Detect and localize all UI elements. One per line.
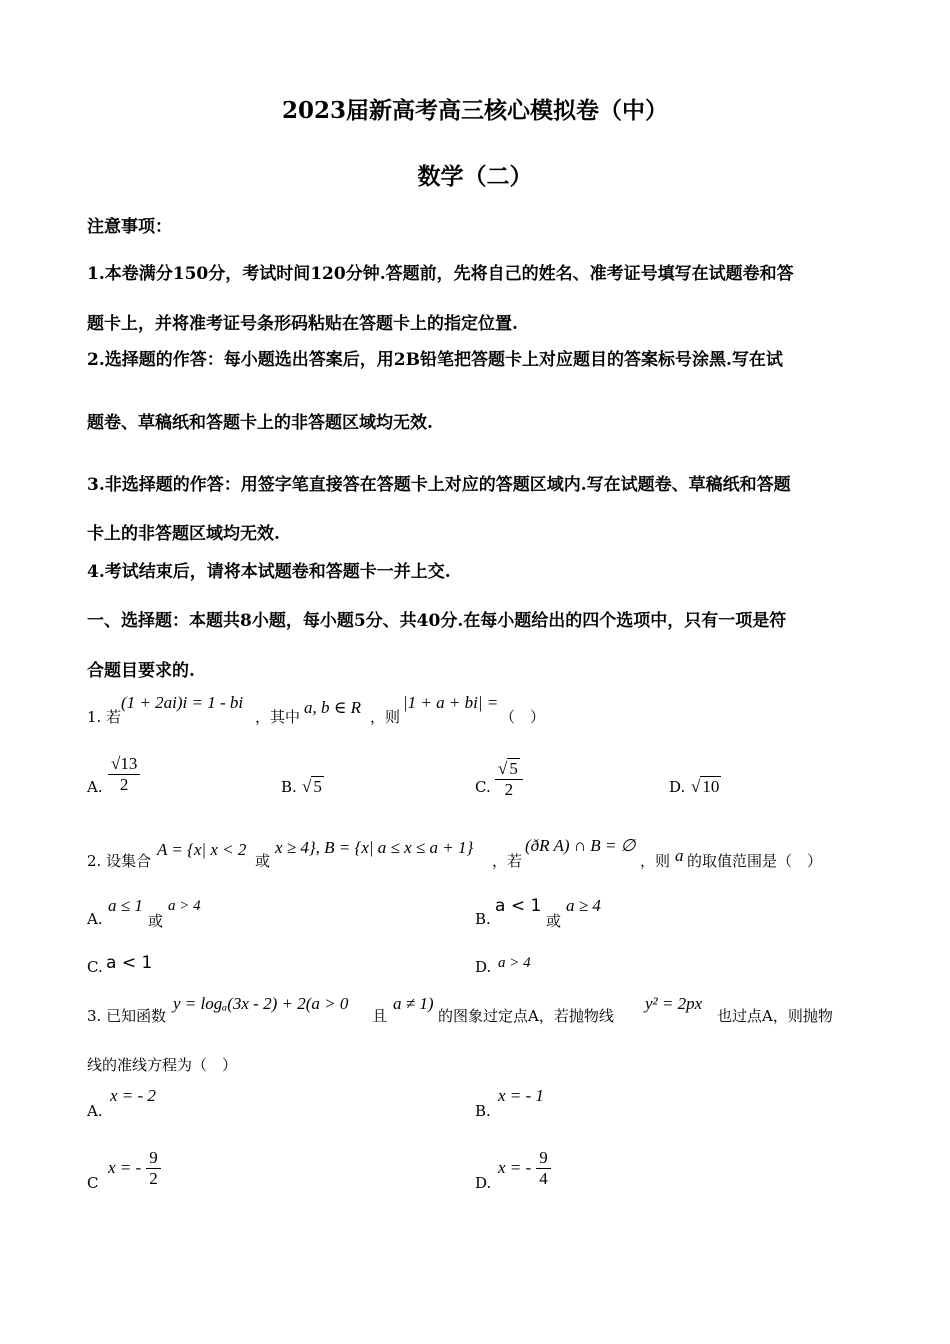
q2-option-a-or: 或 [148, 912, 164, 930]
q2-if: ，若 [492, 852, 523, 870]
q2-set-a: A = {x| x < 2 [157, 840, 247, 859]
q1-then: ，则 [370, 708, 401, 726]
q1-option-d-label: D. [669, 778, 686, 796]
q3-and: 且 [372, 1007, 388, 1025]
note-2-line-1: 2.选择题的作答：每小题选出答案后，用2B铅笔把答题卡上对应题目的答案标号涂黑.写在试 [87, 350, 783, 370]
q1-option-c-radicand: 5 [509, 759, 518, 778]
q3-prefix: 3. 已知函数 [87, 1007, 167, 1025]
note-1-line-2: 题卡上，并将准考证号条形码粘贴在答题卡上的指定位置. [87, 314, 518, 334]
q3-option-c-numerator: 9 [146, 1148, 161, 1169]
note-2-line-2: 题卷、草稿纸和答题卡上的非答题区域均无效. [87, 413, 433, 433]
q1-condition: a, b ∈ R [304, 698, 361, 717]
q1-option-a-label: A. [87, 778, 103, 796]
section-heading-line-1: 一、选择题：本题共8小题，每小题5分、共40分.在每小题给出的四个选项中，只有一项是符 [87, 611, 787, 631]
q1-option-a-value [108, 754, 140, 795]
q2-condition: (ðR A) ∩ B = ∅ [525, 836, 636, 855]
q2-option-b-part-1: a < 1 [495, 896, 542, 916]
q3-function: y = logₐ(3x - 2) + 2(a > 0 [173, 994, 349, 1013]
q3-mid: 的图象过定点A，若抛物线 [438, 1007, 614, 1025]
q3-condition: a ≠ 1) [393, 994, 434, 1013]
q1-option-b-radicand: 5 [313, 777, 322, 796]
q2-set-b: x ≥ 4}, B = {x| a ≤ x ≤ a + 1} [275, 838, 474, 857]
q2-option-a-part-1: a ≤ 1 [108, 896, 143, 915]
q2-prefix: 2. 设集合 [87, 852, 152, 870]
q2-option-b-part-2: a ≥ 4 [566, 896, 601, 915]
q1-option-a-numerator: √13 [108, 754, 140, 775]
q3-option-b-value: x = - 1 [498, 1086, 544, 1105]
page-title: 2023届新高考高三核心模拟卷（中） [281, 97, 668, 124]
q3-line-2: 线的准线方程为（ ） [87, 1056, 238, 1074]
q3-parabola: y² = 2px [645, 994, 703, 1013]
q3-option-c-value [108, 1148, 161, 1189]
q1-equation: (1 + 2ai)i = 1 - bi [121, 693, 244, 712]
q2-option-b-or: 或 [546, 912, 562, 930]
q1-option-c-denominator: 2 [504, 780, 514, 799]
q2-option-c-value: a < 1 [106, 953, 153, 973]
q1-expression: |1 + a + bi| = [403, 693, 499, 712]
q1-option-b-label: B. [281, 778, 297, 796]
q1-option-a-denominator: 2 [119, 775, 129, 794]
q2-or: 或 [255, 852, 271, 870]
q3-option-c-denominator: 2 [149, 1169, 158, 1188]
q2-option-a-part-2: a > 4 [168, 898, 201, 914]
q2-tail: 的取值范围是（ ） [687, 852, 823, 870]
q1-option-b-value: √ 5 [302, 777, 322, 796]
note-1-line-1: 1.本卷满分150分，考试时间120分钟.答题前，先将自己的姓名、准考证号填写在试题卷和答 [87, 264, 794, 284]
q3-option-c-label: C [87, 1174, 99, 1192]
q3-option-b-label: B. [475, 1102, 491, 1120]
notes-heading: 注意事项： [87, 217, 172, 237]
q2-then: ，则 [640, 852, 671, 870]
q3-option-d-numerator: 9 [536, 1148, 551, 1169]
q1-option-d-value: √ 10 [691, 777, 720, 796]
q3-option-a-value: x = - 2 [110, 1086, 156, 1105]
note-3-line-2: 卡上的非答题区域均无效. [87, 524, 280, 544]
q3-option-c-prefix: x = - [108, 1158, 142, 1177]
q2-option-d-value: a > 4 [498, 955, 531, 971]
q3-option-d-prefix: x = - [498, 1158, 532, 1177]
q2-option-b-label: B. [475, 910, 491, 928]
section-heading-line-2: 合题目要求的. [87, 661, 195, 681]
q3-option-a-label: A. [87, 1102, 103, 1120]
q3-option-d-denominator: 4 [539, 1169, 548, 1188]
q2-option-d-label: D. [475, 958, 492, 976]
q1-option-d-radicand: 10 [702, 777, 720, 796]
q3-option-d-value [498, 1148, 551, 1189]
q1-option-c-label: C. [475, 778, 491, 796]
q3-tail: 也过点A，则抛物 [717, 1007, 833, 1025]
page-subtitle: 数学（二） [417, 163, 533, 190]
q1-blank: （ ） [500, 708, 546, 726]
q1-prefix: 1. 若 [87, 708, 122, 726]
q2-option-c-label: C. [87, 958, 103, 976]
note-3-line-1: 3.非选择题的作答：用签字笔直接答在答题卡上对应的答题区域内.写在试题卷、草稿纸和答题 [87, 475, 791, 495]
q2-variable: a [675, 846, 684, 865]
q3-option-d-label: D. [475, 1174, 492, 1192]
q2-option-a-label: A. [87, 910, 103, 928]
q1-option-c-value: $\frac{√ 5}{2}$ [495, 759, 523, 800]
q1-mid: ，其中 [255, 708, 301, 726]
note-4: 4.考试结束后，请将本试题卷和答题卡一并上交. [87, 562, 451, 582]
